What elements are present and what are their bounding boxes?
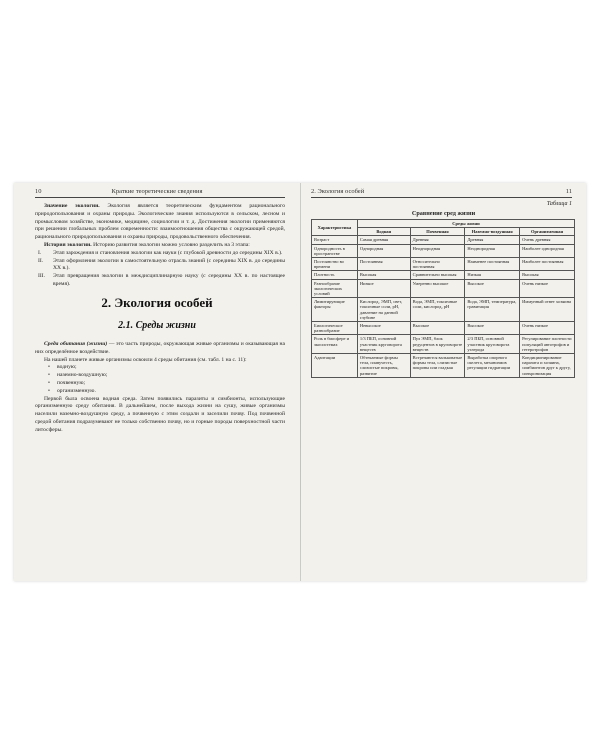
table-cell: Вода, ЭМП, токсичные соли, кислород, рН (410, 298, 465, 322)
para-significance-heading: Значение экологии. (44, 203, 100, 209)
section-title: 2.1. Среды жизни (118, 320, 196, 331)
table-cell: Встречаются вальковатые формы тела, слизистые покровы или гладкая (410, 354, 465, 378)
stage-text: Этап превращения экологии в междисциплинарную науку (с середины XX в. по настоящее время). (53, 273, 285, 287)
table-row (312, 271, 575, 279)
row-label: Адаптации (312, 354, 358, 378)
column-header: Водная (357, 228, 410, 236)
table-cell: Очень низкое (520, 279, 575, 298)
table-cell: Неоднородная (410, 244, 465, 257)
table-cell: Кислород, ЭМП, свет, токсичные соли, рН, давление на данной глубине (357, 298, 410, 322)
row-label: Роль в биосфере и экосистемах (312, 335, 358, 354)
closing-paragraph: Первой была освоена водная среда. Затем появились паразиты и симбионты, использующие организменную среду обитания. В дальнейшем, после выхода жизни на сушу, живые организмы населили наземно-воздушную среду, а почвенную с этим создали и заселили почву. Под почвенной средой обитания подразумевают не только собственно почву, но и горные породы поверхностной части литосферы. (35, 395, 285, 433)
table-cell: Самая древняя (357, 236, 410, 244)
table-cell: Древняя (465, 236, 520, 244)
row-label: Биологическое разнообразие (312, 322, 358, 335)
para-significance-body: Экология является теоретическим фундаментом рационального природопользования и охраны природы. Экологические знания используются в сельском, лесном и промысловом хозяйстве, экономике, медицине, социологии и т. д. Достижения экологии применяются при решении глобальных проблем современности: взаимоотношения общества с окружающей средой, рационального природопользования и охраны природы, продовольственного обеспечения. (35, 203, 285, 241)
para-significance (35, 203, 285, 242)
table-row (312, 258, 575, 271)
row-label: Однородность в пространстве (312, 244, 358, 257)
para-history (35, 242, 285, 250)
table-row (312, 335, 575, 354)
stage-number: I. (38, 249, 42, 256)
table-cell: Вода, ЭМП, температура, гравитация (465, 298, 520, 322)
running-head-right: 2. Экология особей (311, 188, 365, 195)
history-stages (35, 250, 285, 289)
chapter-title: 2. Экология особей (101, 295, 213, 310)
table-cell: Пул ЭМП, блок редуцентов в круговороте веществ (410, 335, 465, 354)
table-cell: Высокая (357, 271, 410, 279)
book-spread (14, 183, 586, 581)
table-caption: Таблица 1 (546, 201, 572, 207)
stage-text: Этап оформления экологии в самостоятельную отрасль знаний (с середины XIX в. до середины XX в.). (53, 257, 285, 272)
table-title: Сравнение сред жизни (411, 210, 476, 217)
table-cell: Высокое (410, 322, 465, 335)
table-cell: Кондиционирование паразита и хозяина, симбионтов друг к другу, синхронизация (520, 354, 575, 378)
header-rule-right (311, 197, 572, 198)
table-row (312, 279, 575, 298)
row-label: Разнообразие экологических условий (312, 279, 358, 298)
running-head-left: Краткие теоретические сведения (111, 188, 203, 195)
table-cell: Наименее постоянная (465, 258, 520, 271)
stage-number: II. (38, 257, 44, 264)
list-item (35, 250, 285, 258)
table-cell: 1/3 ПБП, основной участник круговорота веществ (357, 335, 410, 354)
table-cell: Очень низкое (520, 322, 575, 335)
para-history-heading: История экологии. (44, 241, 92, 248)
column-header: Наземно-воздушная (465, 228, 520, 236)
list-item: • наземно-воздушную; (35, 372, 285, 380)
list-item: • водную; (35, 364, 285, 372)
table-cell: Очень древняя (520, 236, 575, 244)
table-cell: Низкая (465, 271, 520, 279)
row-label: Постоянство во времени (312, 258, 358, 271)
table-cell: Неоднородная (465, 244, 520, 257)
comparison-table (311, 219, 575, 378)
table-cell: Наиболее однородная (520, 244, 575, 257)
right-page (301, 183, 586, 581)
table-cell: Обтекаемые формы тела, плавучесть, слизистые покровы, развитие (357, 354, 410, 378)
table-cell: Сравнительно высокая (410, 271, 465, 279)
table-cell: Однородная (357, 244, 410, 257)
table-row (312, 354, 575, 378)
table-cell: Иммунный ответ хозяина (520, 298, 575, 322)
table-header-row (312, 220, 575, 228)
table-cell: Невысокое (357, 322, 410, 335)
table-cell: Регулирование плотности популяций автотрофов и гетеротрофов (520, 335, 575, 354)
header-group: Среды жизни (357, 220, 574, 228)
table-cell: Постоянная (357, 258, 410, 271)
table-cell: Выработка опорного скелета, механизмов регуляции гидратации (465, 354, 520, 378)
intro-text (35, 203, 285, 289)
table-row (312, 298, 575, 322)
table-cell: Наиболее постоянная (520, 258, 575, 271)
row-label: Лимитирующие факторы (312, 298, 358, 322)
list-item (35, 258, 285, 274)
page-number-left: 10 (35, 188, 42, 195)
column-header: Почвенная (410, 228, 465, 236)
table-cell: Древняя (410, 236, 465, 244)
stage-number: III. (38, 273, 45, 280)
list-item: • организменную. (35, 388, 285, 396)
definition-paragraph (35, 341, 285, 357)
list-item (35, 273, 285, 289)
table-cell: Высокая (520, 271, 575, 279)
page-number-right: 11 (565, 188, 572, 195)
list-item: • почвенную; (35, 380, 285, 388)
definition-text: — это часть природы, окружающая живые организмы и оказывающая на них определённое воздействие. (35, 341, 285, 355)
habitat-intro: На нашей планете живые организмы освоили 4 среды обитания (см. табл. 1 на с. 11): (44, 356, 247, 363)
table-cell: Относительно постоянная (410, 258, 465, 271)
table-row (312, 244, 575, 257)
habitat-list (35, 364, 285, 395)
table-row (312, 236, 575, 244)
table-body (312, 236, 575, 377)
habitat-text (35, 341, 285, 435)
row-label: Возраст (312, 236, 358, 244)
header-rule-left (35, 197, 285, 198)
table-row (312, 322, 575, 335)
left-page (14, 183, 300, 581)
column-header: Организменная (520, 228, 575, 236)
table-cell: Высокое (465, 322, 520, 335)
row-label: Плотность (312, 271, 358, 279)
table-cell: Низкое (357, 279, 410, 298)
table-cell: Высокое (465, 279, 520, 298)
table-cell: 2/3 ПБП, основной участник круговорота углерода (465, 335, 520, 354)
stage-text: Этап зарождения и становления экологии как науки (с глубокой древности до середины XIX в.). (53, 249, 283, 256)
para-history-body: Историю развития экологии можно условно разделить на 3 этапа: (91, 241, 250, 248)
definition-term: Среда обитания (жизни) (44, 341, 108, 347)
header-characteristic: Характеристика (312, 220, 358, 236)
table-cell: Умеренно высокое (410, 279, 465, 298)
